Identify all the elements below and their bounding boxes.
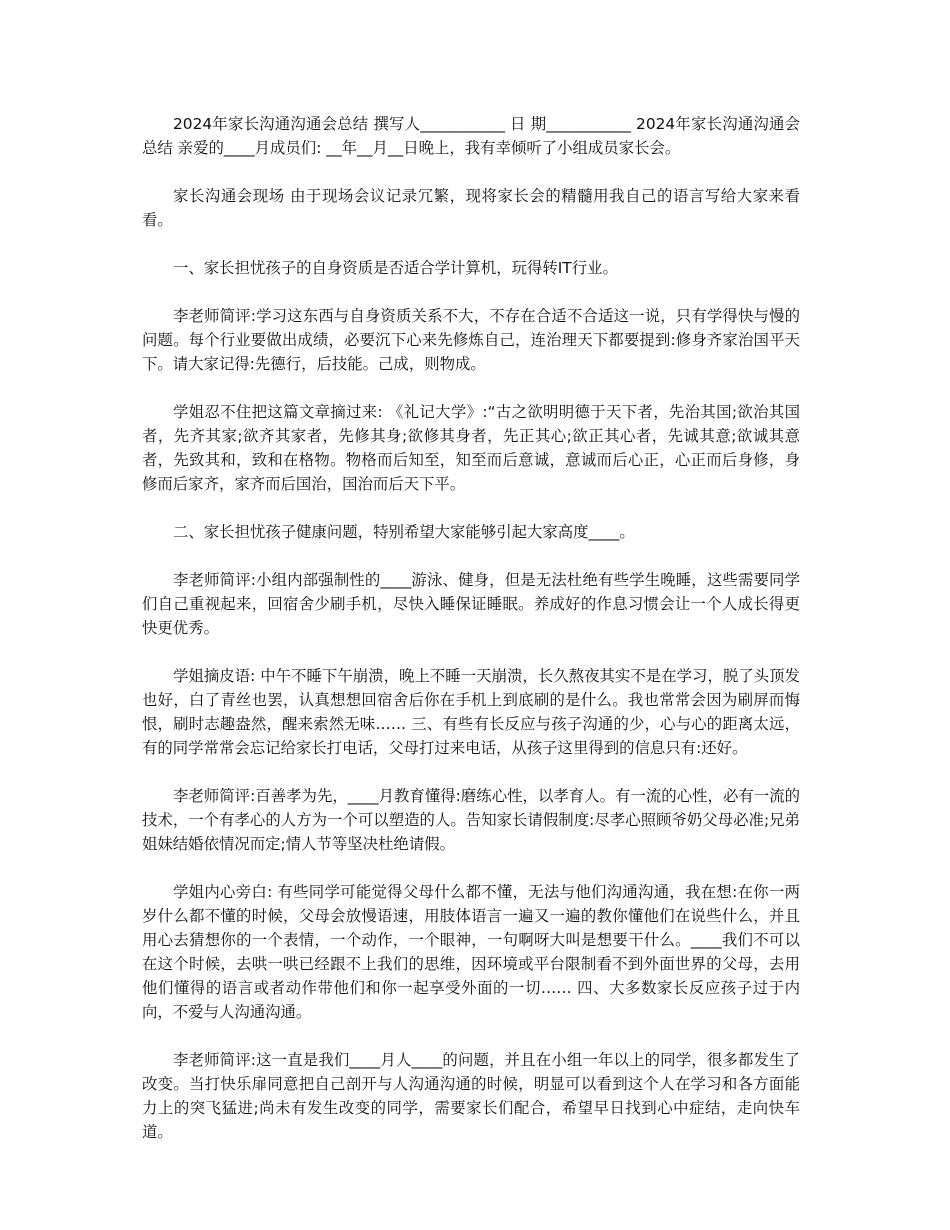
meeting-intro-paragraph: 家长沟通会现场 由于现场会议记录冗繁，现将家长会的精髓用我自己的语言写给大家来看看。 [142,187,800,229]
senior-aside-paragraph: 学姐内心旁白: 有些同学可能觉得父母什么都不懂，无法与他们沟通沟通，我在想:在你一两岁什么都不懂的时候，父母会放慢语速，用肢体语言一遍又一遍的教你懂他们在说些什么，并且用心去猜想你的一个表情，一个动作，一个眼神，一句啊呀大叫是想要干什么。____我们不可以在这个时候，去哄一哄已经跟不上我们的思维，因环境或平台限制看不到外面世界的父母，去用他们懂得的语言或者动作带他们和你一起享受外面的一切…… 四、大多数家长反应孩子过于内向，不爱与人沟通沟通。 [142,883,800,1021]
header-paragraph: 2024年家长沟通沟通会总结 撰写人___________ 日 期___________ 2024年家长沟通沟通会总结 亲爱的____月成员们: __年__月__日晚上，我有幸倾听了小组成员家长会。 [142,115,800,157]
section-heading-2: 二、家长担忧孩子健康问题，特别希望大家能够引起大家高度____。 [173,523,635,541]
section-heading-1: 一、家长担忧孩子的自身资质是否适合学计算机，玩得转IT行业。 [173,259,618,277]
teacher-comment-3: 李老师简评:百善孝为先，____月教育懂得:磨练心性，以孝育人。有一流的心性，必有一流的技术，一个有孝心的人方为一个可以塑造的人。告知家长请假制度:尽孝心照顾爷奶父母必准;兄弟姐妹结婚依情况而定;情人节等坚决杜绝请假。 [142,787,800,853]
senior-remark-paragraph: 学姐摘皮语: 中午不睡下午崩溃，晚上不睡一天崩溃，长久熬夜其实不是在学习，脱了头顶发也好，白了青丝也罢，认真想想回宿舍后你在手机上到底刷的是什么。我也常常会因为刷屏而悔恨，刷时志趣盎然，醒来索然无味…… 三、有些有长反应与孩子沟通的少，心与心的距离太远，有的同学常常会忘记给家长打电话，父母打过来电话，从孩子这里得到的信息只有:还好。 [142,667,800,757]
teacher-comment-1: 李老师简评:学习这东西与自身资质关系不大，不存在合适不合适这一说，只有学得快与慢的问题。每个行业要做出成绩，必要沉下心来先修炼自己，连治理天下都要提到:修身齐家治国平天下。请大家记得:先德行，后技能。己成，则物成。 [142,307,800,373]
teacher-comment-2: 李老师简评:小组内部强制性的____游泳、健身，但是无法杜绝有些学生晚睡，这些需要同学们自己重视起来，回宿舍少刷手机，尽快入睡保证睡眠。养成好的作息习惯会让一个人成长得更快更优秀。 [142,571,800,637]
teacher-comment-4: 李老师简评:这一直是我们____月人____的问题，并且在小组一年以上的同学，很多都发生了改变。当打快乐扉同意把自己剖开与人沟通沟通的时候，明显可以看到这个人在学习和各方面能力上的突飞猛进;尚未有发生改变的同学，需要家长们配合，希望早日找到心中症结，走向快车道。 [142,1051,800,1141]
senior-quote-paragraph: 学姐忍不住把这篇文章摘过来: 《礼记大学》:“古之欲明明德于天下者，先治其国;欲治其国者，先齐其家;欲齐其家者，先修其身;欲修其身者，先正其心;欲正其心者，先诚其意;欲诚其意者，先致其和，致和在格物。物格而后知至，知至而后意诚，意诚而后心正，心正而后身修，身修而后家齐，家齐而后国治，国治而后天下平。 [142,403,800,493]
